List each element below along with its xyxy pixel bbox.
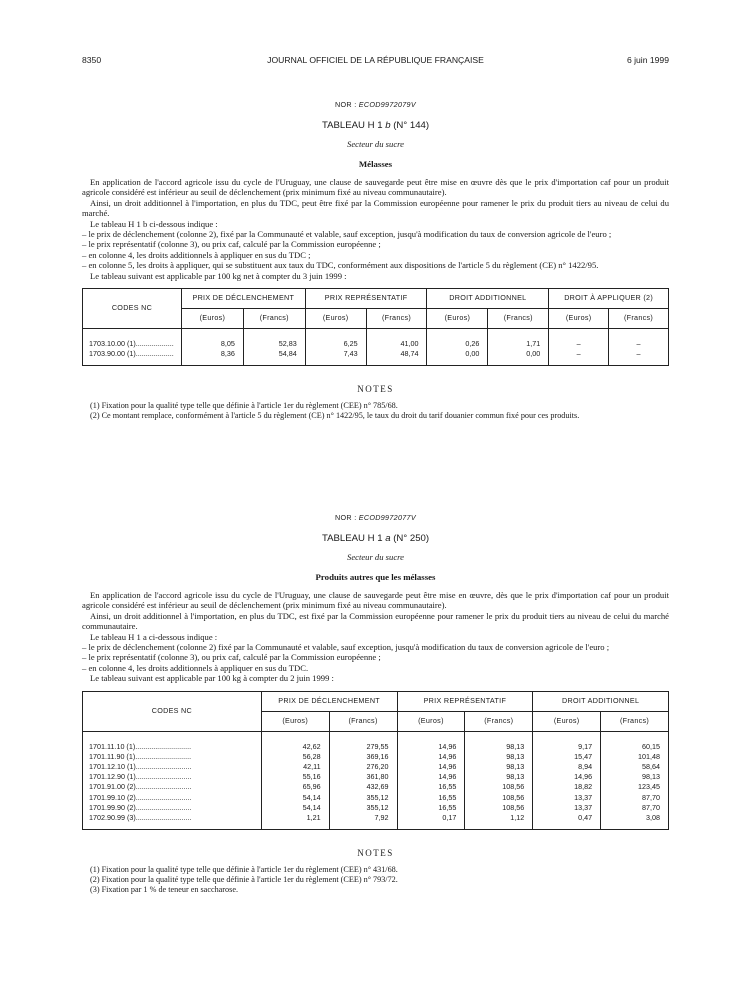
table-cell: 41,00 [400,339,419,349]
unit-header: (Francs) [366,309,427,329]
table-cell: 14,96 [438,751,457,761]
table-cell: 98,13 [506,772,525,782]
table-cell: 14,96 [574,772,593,782]
unit-header: (Euros) [549,309,609,329]
codes-column [83,329,182,366]
footnote: (1) Fixation pour la qualité type telle que définie à l'article 1er du règlement (CEE) n° 785/68. [90,401,398,411]
value-column [549,329,609,366]
value-column [397,731,465,830]
value-column [243,329,305,366]
table-cell: 276,20 [366,762,389,772]
table-cell: 87,70 [642,792,660,802]
section-tableau-h1b [82,101,669,422]
table-title: TABLEAU H 1 a (N° 250) [321,532,430,544]
body-text [82,177,669,281]
unit-header: (Francs) [465,711,533,731]
nc-code: 1702.90.99 (3)............................ [89,812,192,822]
nor-reference: NOR : ECOD9972077V [335,513,416,522]
table-cell: 14,96 [438,741,457,751]
paragraph: Le tableau suivant est applicable par 100 kg à compter du 2 juin 1999 : [90,673,334,684]
unit-header: (Francs) [488,309,549,329]
table-cell: 7,43 [343,349,358,359]
unit-header: (Francs) [609,309,669,329]
unit-header: (Euros) [533,711,601,731]
subtitle: Mélasses [358,159,393,170]
table-cell: 0,00 [526,349,541,359]
nor-reference: NOR : ECOD9972079V [335,100,416,109]
paragraph: En application de l'accord agricole issu du cycle de l'Uruguay, une clause de sauvegarde peut être mise en œuvre, dès que le prix d'importation caf pour un produit agricole considéré est inférieur au seuil de déclenchement (prix minimum fixé au niveau communautaire). [82,590,669,611]
table-cell: 18,82 [574,782,593,792]
table-cell: – [636,339,641,349]
list-item: – en colonne 5, les droits à appliquer, qui se substituent aux taux du TDC, conformément aux dispositions de l'article 5 du règlement (CE) n° 1422/95. [82,260,599,271]
unit-header: (Euros) [261,711,329,731]
table-cell: 6,25 [343,339,358,349]
table-cell: 98,13 [642,772,660,782]
table-cell: 1,12 [510,812,525,822]
footnote: (2) Fixation pour la qualité type telle que définie à l'article 1er du règlement (CEE) n° 793/72. [90,875,398,885]
list-item: – le prix représentatif (colonne 3), ou prix caf, calculé par la Commission européenne ; [82,652,381,663]
list-item: – en colonne 4, les droits additionnels à appliquer en sus du TDC. [82,662,309,673]
table-cell: 16,55 [438,802,457,812]
unit-header: (Francs) [243,309,305,329]
bullet-list [82,229,669,271]
table-body [83,329,669,366]
table-cell: 54,14 [302,802,321,812]
table-cell: 1,21 [306,812,321,822]
table-cell: 65,96 [302,782,321,792]
table-cell: 108,56 [502,792,525,802]
table-cell: 60,15 [642,741,660,751]
notes [82,401,669,421]
table-cell: 52,83 [278,339,297,349]
sector-heading: Secteur du sucre [347,552,404,563]
table-cell: 432,69 [366,782,389,792]
table-cell: 355,12 [366,792,389,802]
table-cell: 0,00 [465,349,480,359]
nc-code: 1701.12.10 (1)............................ [89,762,192,772]
value-column [601,731,669,830]
nc-code: 1701.99.90 (2)............................ [89,802,192,812]
table-cell: 279,55 [366,741,389,751]
table-cell: 58,64 [642,762,660,772]
table-cell: 48,74 [400,349,419,359]
value-column [609,329,669,366]
page-header [82,55,669,69]
subtitle: Produits autres que les mélasses [315,572,436,583]
list-item: – en colonne 4, les droits additionnels à appliquer en sus du TDC ; [82,249,311,260]
footnote: (1) Fixation pour la qualité type telle que définie à l'article 1er du règlement (CEE) n° 431/68. [90,864,398,874]
table-cell: 56,28 [302,751,321,761]
table-cell: – [576,339,581,349]
table-cell: 13,37 [574,802,593,812]
table-cell: 8,05 [220,339,235,349]
table-cell: 13,37 [574,792,593,802]
nc-code: 1701.11.90 (1)............................ [89,751,192,761]
unit-header: (Euros) [427,309,488,329]
nc-code: 1701.99.10 (2)............................ [89,792,192,802]
codes-column [83,731,262,830]
footnote: (3) Fixation par 1 % de teneur en saccharose. [90,885,238,895]
table-cell: 361,80 [366,772,389,782]
table-cell: 98,13 [506,751,525,761]
nor-code: ECOD9972077V [358,513,416,522]
issue-date: 6 juin 1999 [626,55,669,65]
paragraph: En application de l'accord agricole issu du cycle de l'Uruguay, une clause de sauvegarde peut être mise en œuvre dès que le prix d'importation caf pour un produit agricole considéré est inférieur au seuil de déclenchement (prix minimum fixé au niveau communautaire). [82,177,669,198]
table-cell: 14,96 [438,762,457,772]
value-column [261,731,329,830]
list-item: – le prix de déclenchement (colonne 2) fixé par la Communauté et valable, sauf exception, jusqu'à modification du taux de conversion agricole de l'euro ; [82,642,610,653]
table-cell: 1,71 [526,339,541,349]
table-cell: 54,14 [302,792,321,802]
table-cell: 123,45 [638,782,660,792]
column-group-header: DROIT À APPLIQUER (2) [549,289,669,309]
table-cell: 55,16 [302,772,321,782]
column-group-header: PRIX REPRÉSENTATIF [397,691,533,711]
list-item: – le prix représentatif (colonne 3), ou prix caf, calculé par la Commission européenne ; [82,239,381,250]
table-cell: 355,12 [366,802,389,812]
table-cell: 42,62 [302,741,321,751]
table-title: TABLEAU H 1 b (N° 144) [321,119,430,131]
table-cell: 15,47 [574,751,593,761]
list-item: – le prix de déclenchement (colonne 2), fixé par la Communauté et valable, sauf exception, jusqu'à modification du taux de conversion agricole de l'euro ; [82,229,612,240]
value-column [488,329,549,366]
notes [82,865,669,896]
table-cell: 98,13 [506,762,525,772]
table-cell: 7,92 [374,812,389,822]
table-cell: 369,16 [366,751,389,761]
nc-code: 1701.11.10 (1)............................ [89,741,192,751]
unit-header: (Euros) [397,711,465,731]
paragraph: Ainsi, un droit additionnel à l'importation, en plus du TDC, est fixé par la Commission européenne pour ramener le prix du produit tiers au niveau de celui du marché communautaire. [82,610,669,632]
unit-header: (Francs) [601,711,669,731]
table-cell: 0,26 [465,339,480,349]
unit-header: (Euros) [305,309,366,329]
table-cell: 54,84 [278,349,297,359]
unit-header: (Francs) [329,711,397,731]
paragraph: Le tableau suivant est applicable par 100 kg net à compter du 3 juin 1999 : [90,270,347,281]
column-group-header: PRIX DE DÉCLENCHEMENT [181,289,305,309]
value-column [465,731,533,830]
table-cell: 108,56 [502,782,525,792]
table-cell: 0,17 [442,812,457,822]
data-table [82,691,669,831]
sector-heading: Secteur du sucre [347,139,404,150]
notes-heading: NOTES [357,384,394,395]
column-group-header: DROIT ADDITIONNEL [427,289,549,309]
table-cell: 16,55 [438,782,457,792]
table-cell: 87,70 [642,802,660,812]
table-cell: 0,47 [578,812,593,822]
nor-code: ECOD9972079V [358,100,416,109]
table-cell: 16,55 [438,792,457,802]
table-cell: 8,36 [220,349,235,359]
paragraph: Le tableau H 1 b ci-dessous indique : [90,218,218,229]
nc-code: 1703.10.00 (1)................... [89,339,174,349]
nc-code: 1703.90.00 (1)................... [89,349,174,359]
value-column [305,329,366,366]
nc-code: 1701.91.00 (2)............................ [89,782,192,792]
table-cell: 42,11 [303,762,321,772]
unit-header: (Euros) [181,309,243,329]
notes-heading: NOTES [357,848,394,859]
column-group-header: DROIT ADDITIONNEL [533,691,669,711]
page-number: 8350 [82,55,102,65]
codes-header: CODES NC [83,289,182,329]
table-cell: 9,17 [578,741,593,751]
section-tableau-h1a [82,514,669,896]
table-cell: 108,56 [502,802,525,812]
paragraph: Le tableau H 1 a ci-dessous indique : [90,631,218,642]
column-group-header: PRIX DE DÉCLENCHEMENT [261,691,397,711]
table-cell: 8,94 [578,762,593,772]
table-cell: 98,13 [506,741,525,751]
paragraph: Ainsi, un droit additionnel à l'importation, en plus du TDC, peut être fixé par la Commission européenne pour ramener le prix du produit tiers au niveau de celui du marché. [82,197,669,219]
table-body [83,731,669,830]
bullet-list [82,642,669,673]
value-column [366,329,427,366]
nc-code: 1701.12.90 (1)............................ [89,772,192,782]
value-column [181,329,243,366]
value-column [427,329,488,366]
table-cell: – [636,349,641,359]
footnote: (2) Ce montant remplace, conformément à l'article 5 du règlement (CE) n° 1422/95, le taux du droit du tarif douanier commun fixé pour ces produits. [90,411,580,421]
data-table [82,288,669,366]
column-group-header: PRIX REPRÉSENTATIF [305,289,427,309]
value-column [533,731,601,830]
value-column [329,731,397,830]
journal-title: JOURNAL OFFICIEL DE LA RÉPUBLIQUE FRANÇAISE [267,55,484,65]
table-cell: – [576,349,581,359]
table-cell: 3,08 [646,812,660,822]
table-cell: 101,48 [638,751,660,761]
table-cell: 14,96 [438,772,457,782]
body-text [82,590,669,684]
codes-header: CODES NC [83,691,262,731]
